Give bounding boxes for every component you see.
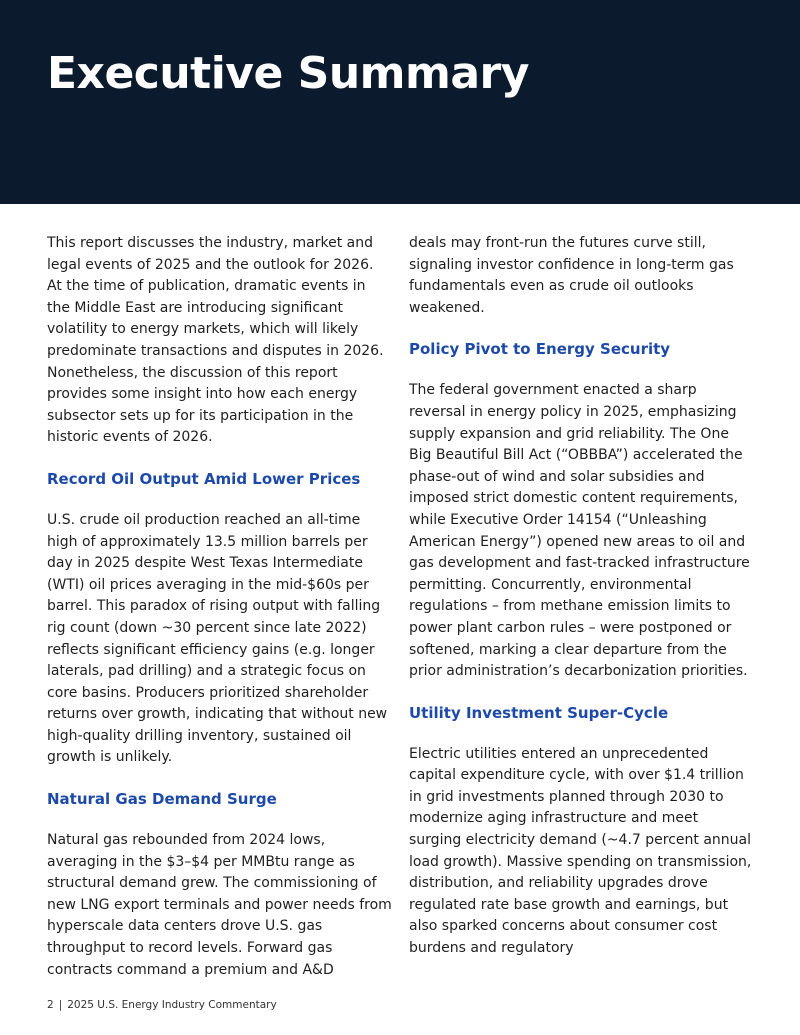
section-body-policy: The federal government enacted a sharp reversal in energy policy in 2025, emphasizing supply expansion and grid reliability. The One Big Beautiful Bill Act (“OBBBA”) accelerated the phase-out of wind and solar subsidies and imposed strict domestic content requirements, while Executive Order 14154 (“Unleashing American Energy”) opened new areas to oil and gas development and fast-tracked infrastructure permitting. Concurrently, environmental regulations – from methane emission limits to power plant carbon rules – were postponed or softened, marking a clear departure from the prior administration’s decarbonization priorities. [409,382,750,680]
section-heading-gas: Natural Gas Demand Surge [47,790,277,809]
section-body-utility: Electric utilities entered an unprecedented capital expenditure cycle, with over $1.4 trillion in grid investments planned through 2030 to modernize aging infrastructure and meet surging electricity demand (~4.7 percent annual load growth). Massive spending on transmission, distribution, and reliability upgrades drove regulated rate base growth and earnings, but also sparked concerns about consumer cost burdens and regulatory [409,745,752,957]
page-title: Executive Summary [47,48,529,99]
section-body-gas: Natural gas rebounded from 2024 lows, averaging in the $3–$4 per MMBtu range as structural demand grew. The commissioning of new LNG export terminals and power needs from hyperscale data centers drove U.S. gas throughput to record levels. Forward gas contracts command a premium and A&D [47,832,392,978]
section-heading-policy: Policy Pivot to Energy Security [409,340,671,359]
right-column [409,233,754,960]
title-banner [0,0,800,204]
page-footer [47,999,277,1011]
intro-paragraph: This report discusses the industry, market and legal events of 2025 and the outlook for 2026. At the time of publication, dramatic events in the Middle East are introducing significant volatility to energy markets, which will likely predominate transactions and disputes in 2026. Nonetheless, the discussion of this report provides some insight into how each energy subsector sets up for its participation in the historic events of 2026. [47,235,384,446]
left-column [47,233,392,981]
page-number: 2 [47,999,54,1011]
footer-document-title: 2025 U.S. Energy Industry Commentary [67,999,277,1011]
continued-paragraph: deals may front-run the futures curve still, signaling investor confidence in long-term gas fundamentals even as crude oil outlooks weakened. [409,235,734,316]
section-heading-utility: Utility Investment Super-Cycle [409,703,669,722]
footer-separator: | [58,999,63,1011]
section-body-oil: U.S. crude oil production reached an all-time high of approximately 13.5 million barrels per day in 2025 despite West Texas Intermediate (WTI) oil prices averaging in the mid-$60s per barrel. This paradox of rising output with falling rig count (down ~30 percent since late 2022) reflects significant efficiency gains (e.g. longer laterals, pad drilling) and a strategic focus on core basins. Producers prioritized shareholder returns over growth, indicating that without new high-quality drilling inventory, sustained oil growth is unlikely. [47,511,388,766]
section-heading-oil: Record Oil Output Amid Lower Prices [47,469,361,488]
